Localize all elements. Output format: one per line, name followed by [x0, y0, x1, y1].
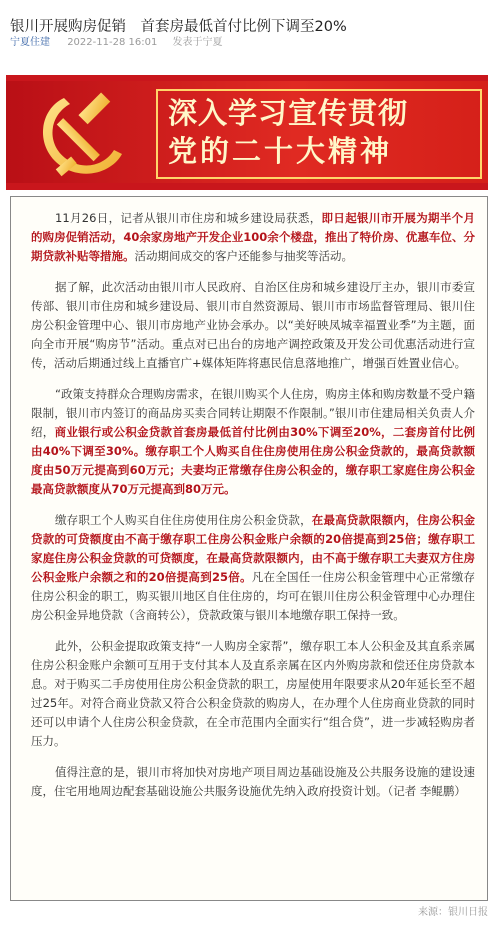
paragraph-1-text-c: 活动期间成交的客户还能参与抽奖等活动。	[134, 249, 353, 263]
paragraph-1-highlight: 即日起银川市开展为期半个月的购房促销活动，40余家房地产开发企业100余个楼盘，推出了特价房、优惠车位、分期贷款补贴等措施。	[31, 211, 476, 263]
article-body	[10, 196, 488, 901]
author-link[interactable]: 宁夏住建	[10, 37, 50, 48]
hammer-sickle-icon	[26, 80, 136, 185]
banner-image	[6, 75, 488, 190]
paragraph-4-highlight: 在最高贷款限额内，住房公积金贷款的可贷额度由不高于缴存职工住房公积金账户余额的20倍提高到25倍；缴存职工家庭住房公积金贷款的可贷额度，在最高贷款限额内，由不高于缴存职工夫妻双方住房公积金账户余额之和的20倍提高到25倍。	[31, 513, 476, 584]
paragraph-3	[31, 385, 475, 499]
paragraph-1-text-a: 11月26日，记者从银川市住房和城乡建设局获悉，	[55, 211, 322, 225]
paragraph-2: 据了解，此次活动由银川市人民政府、自治区住房和城乡建设厅主办，银川市委宣传部、银川市住房和城乡建设局、银川市自然资源局、银川市市场监督管理局、银川住房公积金管理中心、银川市房地产业协会承办。以“美好映凤城幸福置业季”为主题，面向全市开展“购房节”活动。重点对已出台的房地产调控政策及开发公司优惠活动进行宣传，活动后期通过线上直播官广+媒体矩阵将惠民信息落地推广，增强百姓置业信心。	[31, 280, 475, 370]
paragraph-1	[31, 209, 475, 266]
paragraph-6: 值得注意的是，银川市将加快对房地产项目周边基础设施及公共服务设施的建设速度，住宅用地周边配套基础设施公共服务设施优先纳入政府投资计划。（记者 李鲲鹏）	[31, 765, 475, 798]
article-source: 来源：银川日报	[418, 907, 488, 918]
publish-location: 发表于宁夏	[172, 37, 223, 48]
paragraph-4-text-c: 凡在全国任一住房公积金管理中心正常缴存住房公积金的职工，购买银川地区自住住房的，均可在银川住房公积金管理中心办理住房公积金异地贷款（含商转公），贷款政策与银川本地缴存职工保持一致。	[31, 570, 475, 622]
paragraph-5: 此外，公积金提取政策支持“一人购房全家帮”，缴存职工本人公积金及其直系亲属住房公积金账户余额可互用于支付其本人及直系亲属在区内外购房款和偿还住房贷款本息。对于购买二手房使用住房公积金贷款的职工，房屋使用年限要求从20年延长至不超过25年。对符合商业贷款又符合公积金贷款的购房人，在办理个人住房商业贷款的同时还可以申请个人住房公积金贷款，在全市范围内全面实行“组合贷”，进一步减轻购房者压力。	[31, 639, 475, 748]
banner-slogan-line2: 党的二十大精神	[168, 134, 393, 168]
article-meta	[10, 36, 490, 50]
publish-time: 2022-11-28 16:01	[67, 37, 158, 48]
paragraph-4-text-a: 缴存职工个人购买自住住房使用住房公积金贷款，	[55, 513, 312, 527]
paragraph-3-highlight: 商业银行或公积金贷款首套房最低首付比例由30%下调至20%，二套房首付比例由40%下调至30%。缴存职工个人购买自住住房使用住房公积金贷款的，最高贷款额度由50万元提高到60万元；夫妻均正常缴存住房公积金的，缴存职工家庭住房公积金最高贷款额度从70万元提高到80万元。	[31, 425, 475, 496]
paragraph-4	[31, 511, 475, 625]
banner-slogan-line1: 深入学习宣传贯彻	[168, 96, 409, 130]
paragraph-3-text-a: “政策支持群众合理购房需求，在银川购买个人住房，购房主体和购房数量不受户籍限制，银川市内签订的商品房买卖合同转让期限不作限制。”银川市住建局相关负责人介绍，	[31, 387, 475, 439]
article-title: 银川开展购房促销 首套房最低首付比例下调至20%	[10, 18, 347, 35]
